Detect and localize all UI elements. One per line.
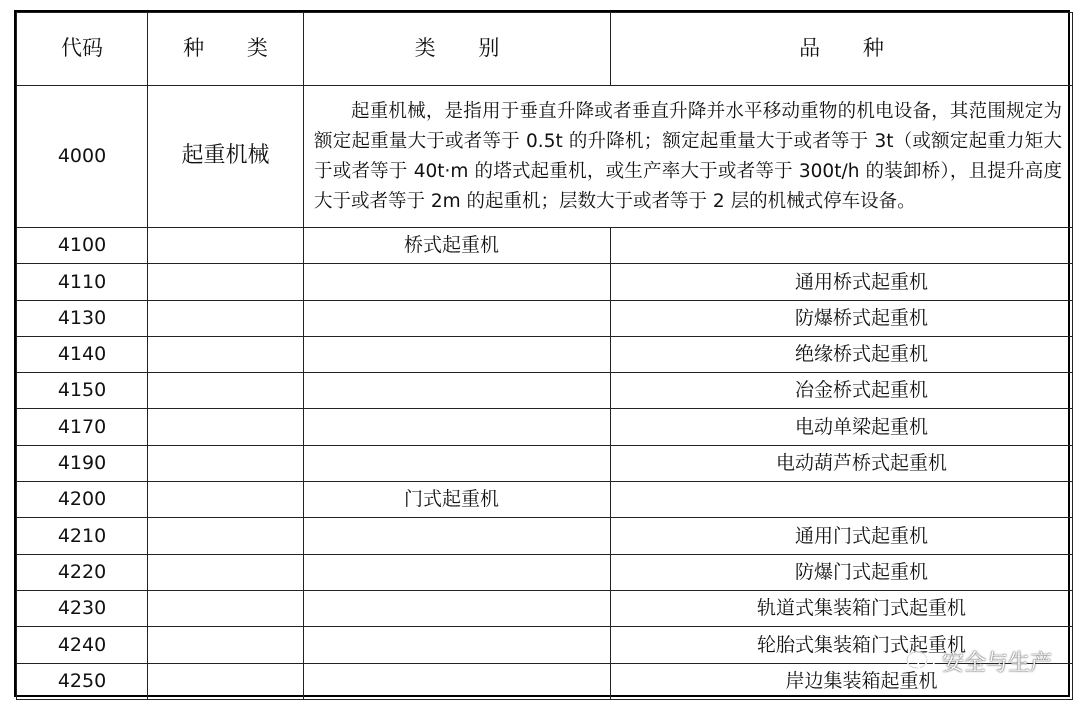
row-code: 4100 (17, 228, 148, 264)
row-kind (148, 373, 304, 409)
row-kind (148, 264, 304, 300)
row-category (304, 518, 611, 554)
row-kind (148, 627, 304, 663)
row-code: 4240 (17, 627, 148, 663)
row-category (304, 373, 611, 409)
table-row (17, 663, 1073, 699)
table-row (17, 627, 1073, 663)
main-code: 4000 (17, 86, 148, 228)
table-row (17, 264, 1073, 300)
row-variety: 通用门式起重机 (611, 518, 1073, 554)
row-kind (148, 518, 304, 554)
row-category (304, 554, 611, 590)
row-category (304, 590, 611, 626)
row-code: 4190 (17, 445, 148, 481)
classification-table (16, 12, 1073, 700)
row-variety: 轨道式集装箱门式起重机 (611, 590, 1073, 626)
main-kind-row (17, 86, 1073, 228)
table-row (17, 300, 1073, 336)
row-code: 4150 (17, 373, 148, 409)
watermark-text: 安全与生产 (941, 651, 1052, 676)
row-code: 4250 (17, 663, 148, 699)
row-variety: 电动葫芦桥式起重机 (611, 445, 1073, 481)
row-code: 4200 (17, 482, 148, 518)
row-kind (148, 590, 304, 626)
row-code: 4140 (17, 336, 148, 372)
row-category (304, 409, 611, 445)
row-category (304, 627, 611, 663)
table-row (17, 445, 1073, 481)
main-description-cell (304, 86, 1073, 228)
row-kind (148, 228, 304, 264)
table-row (17, 336, 1073, 372)
row-variety: 轮胎式集装箱门式起重机 (611, 627, 1073, 663)
row-kind (148, 554, 304, 590)
row-kind (148, 445, 304, 481)
table-row (17, 554, 1073, 590)
row-variety: 绝缘桥式起重机 (611, 336, 1073, 372)
row-kind (148, 482, 304, 518)
table-row (17, 409, 1073, 445)
row-variety: 通用桥式起重机 (611, 264, 1073, 300)
row-code: 4230 (17, 590, 148, 626)
row-category (304, 336, 611, 372)
row-variety: 电动单梁起重机 (611, 409, 1073, 445)
row-category: 桥式起重机 (304, 228, 611, 264)
classification-table-wrapper (14, 10, 1070, 697)
main-kind-name: 起重机械 (148, 86, 304, 228)
row-code: 4210 (17, 518, 148, 554)
row-variety: 冶金桥式起重机 (611, 373, 1073, 409)
row-variety (611, 482, 1073, 518)
row-code: 4130 (17, 300, 148, 336)
header-kind: 种 类 (148, 13, 304, 86)
table-row (17, 373, 1073, 409)
header-row (17, 13, 1073, 86)
table-row (17, 482, 1073, 518)
row-code: 4110 (17, 264, 148, 300)
table-row (17, 518, 1073, 554)
table-row (17, 590, 1073, 626)
row-kind (148, 409, 304, 445)
row-code: 4220 (17, 554, 148, 590)
header-code: 代码 (17, 13, 148, 86)
row-variety: 岸边集装箱起重机 (611, 663, 1073, 699)
row-kind (148, 300, 304, 336)
row-category: 门式起重机 (304, 482, 611, 518)
row-category (304, 300, 611, 336)
row-variety: 防爆门式起重机 (611, 554, 1073, 590)
header-variety: 品 种 (611, 13, 1073, 86)
row-kind (148, 663, 304, 699)
main-description: 起重机械，是指用于垂直升降或者垂直升降并水平移动重物的机电设备，其范围规定为额定起重量大于或者等于 0.5t 的升降机；额定起重量大于或者等于 3t（或额定起重力矩大于或者等于 40t·m 的塔式起重机，或生产率大于或者等于 300t/h 的装卸桥），且提升高度大于或者等于 2m 的起重机；层数大于或者等于 2 层的机械式停车设备。 (314, 100, 1062, 212)
row-kind (148, 336, 304, 372)
row-category (304, 264, 611, 300)
row-variety: 防爆桥式起重机 (611, 300, 1073, 336)
header-category: 类 别 (304, 13, 611, 86)
row-code: 4170 (17, 409, 148, 445)
table-row (17, 228, 1073, 264)
row-category (304, 663, 611, 699)
row-category (304, 445, 611, 481)
row-variety (611, 228, 1073, 264)
